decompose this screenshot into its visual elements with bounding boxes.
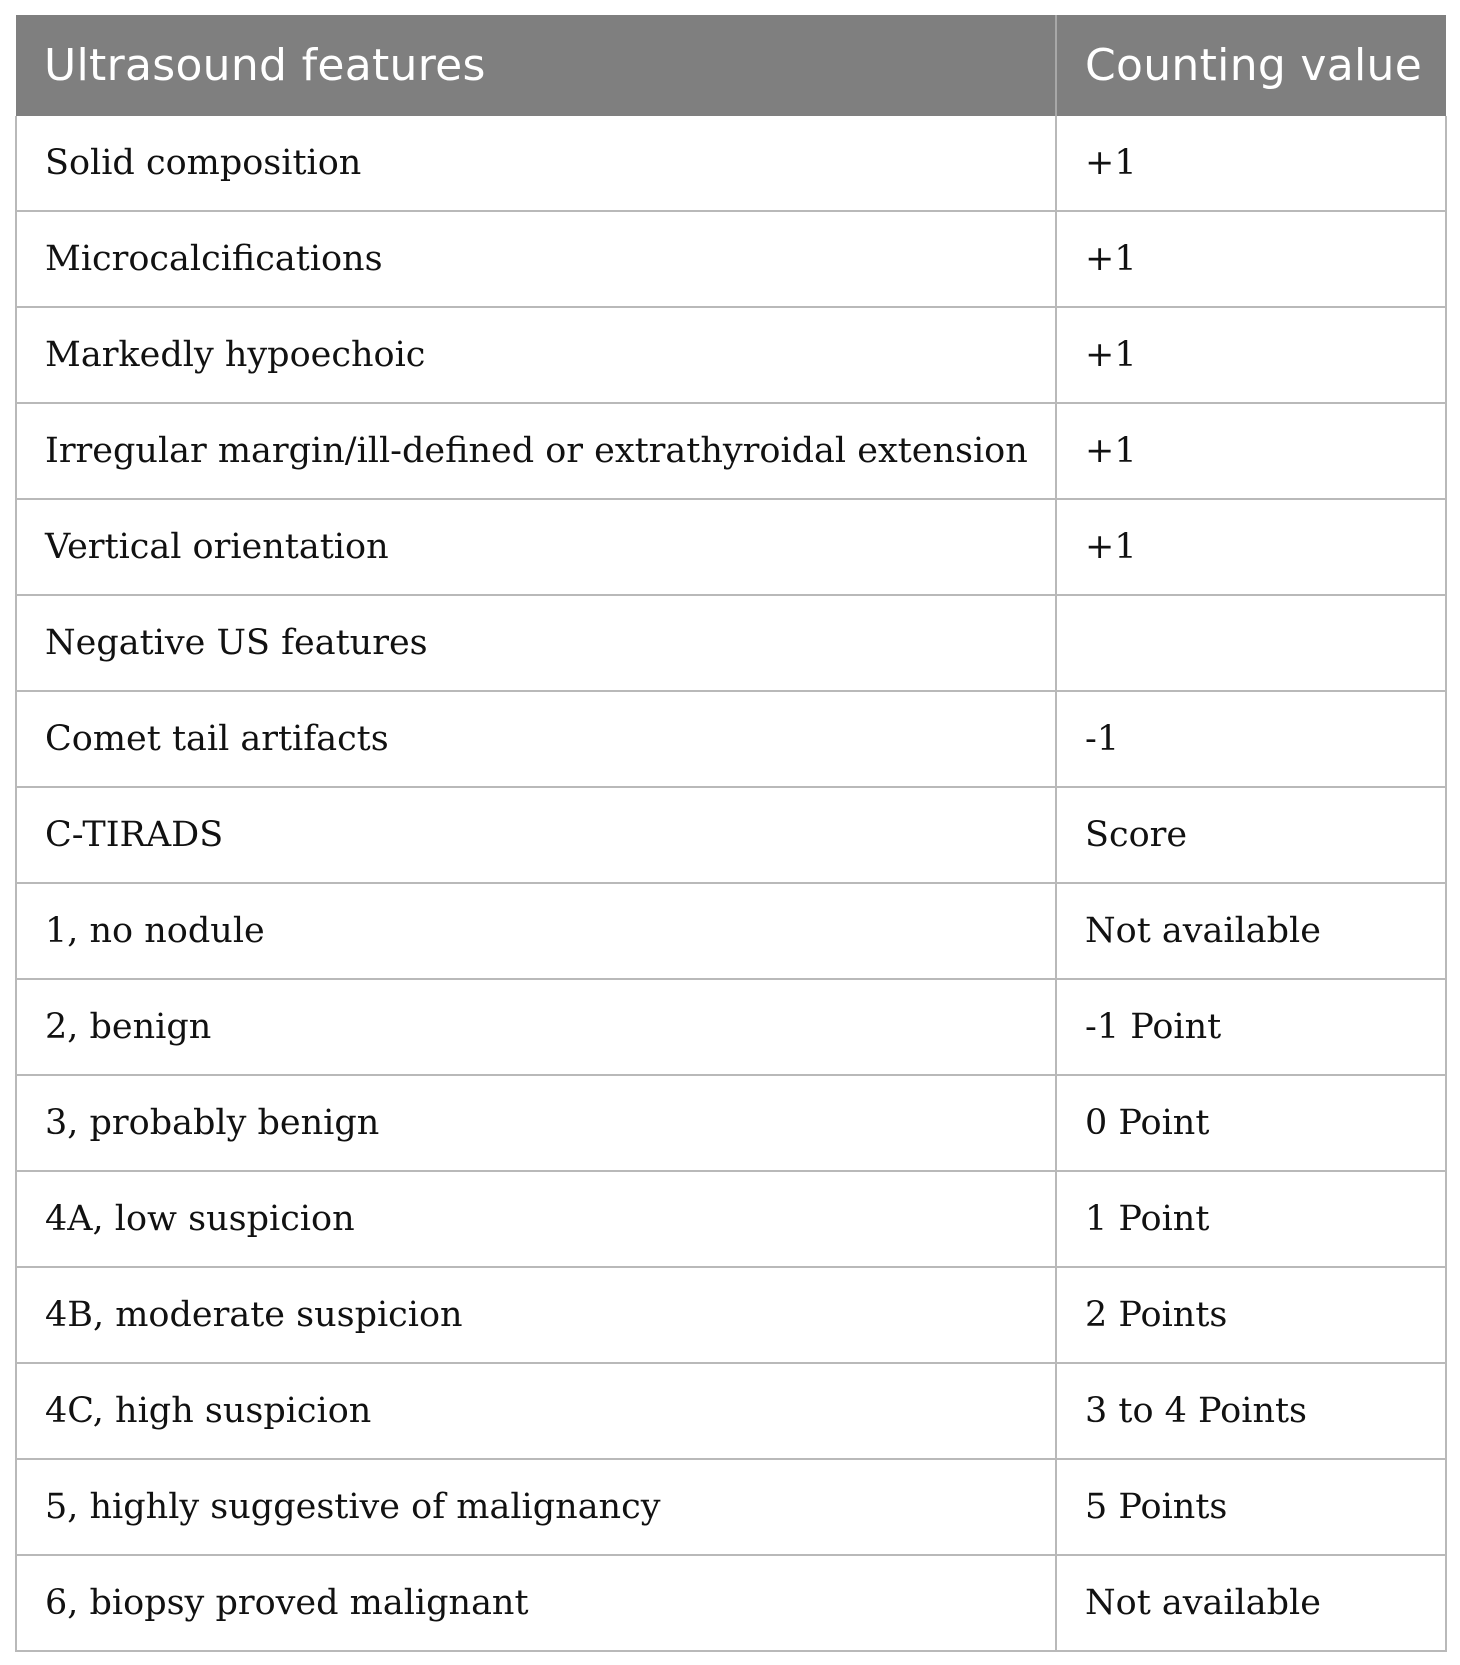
table-row <box>16 1171 1446 1267</box>
feature-cell: Vertical orientation <box>16 499 1056 595</box>
value-cell: -1 <box>1056 691 1446 787</box>
feature-cell: 2, benign <box>16 979 1056 1075</box>
value-cell: Not available <box>1056 1555 1446 1651</box>
value-cell: +1 <box>1056 499 1446 595</box>
value-cell: 0 Point <box>1056 1075 1446 1171</box>
feature-cell: Negative US features <box>16 595 1056 691</box>
value-cell: Score <box>1056 787 1446 883</box>
value-cell: 2 Points <box>1056 1267 1446 1363</box>
feature-cell: 1, no nodule <box>16 883 1056 979</box>
feature-cell: Comet tail artifacts <box>16 691 1056 787</box>
value-cell: +1 <box>1056 211 1446 307</box>
table-row <box>16 1555 1446 1651</box>
table-row <box>16 403 1446 499</box>
table-row <box>16 211 1446 307</box>
value-cell: 5 Points <box>1056 1459 1446 1555</box>
table-row <box>16 116 1446 211</box>
feature-cell: 4A, low suspicion <box>16 1171 1056 1267</box>
table-row <box>16 499 1446 595</box>
value-cell <box>1056 595 1446 691</box>
feature-cell: Microcalcifications <box>16 211 1056 307</box>
table-row <box>16 787 1446 883</box>
feature-cell: Irregular margin/ill-defined or extrathyroidal extension <box>16 403 1056 499</box>
feature-cell: 5, highly suggestive of malignancy <box>16 1459 1056 1555</box>
feature-cell: C-TIRADS <box>16 787 1056 883</box>
ultrasound-scoring-table <box>15 15 1447 1652</box>
value-cell: 1 Point <box>1056 1171 1446 1267</box>
header-counting-value: Counting value <box>1056 15 1446 116</box>
value-cell: -1 Point <box>1056 979 1446 1075</box>
table-row <box>16 979 1446 1075</box>
feature-cell: 3, probably benign <box>16 1075 1056 1171</box>
table-row <box>16 1459 1446 1555</box>
header-ultrasound-features: Ultrasound features <box>16 15 1056 116</box>
table-row <box>16 1267 1446 1363</box>
value-cell: 3 to 4 Points <box>1056 1363 1446 1459</box>
feature-cell: 4C, high suspicion <box>16 1363 1056 1459</box>
table-row <box>16 307 1446 403</box>
value-cell: Not available <box>1056 883 1446 979</box>
table-row <box>16 595 1446 691</box>
value-cell: +1 <box>1056 116 1446 211</box>
scoring-table-container <box>15 15 1445 1652</box>
feature-cell: Markedly hypoechoic <box>16 307 1056 403</box>
value-cell: +1 <box>1056 307 1446 403</box>
table-row <box>16 883 1446 979</box>
table-row <box>16 1075 1446 1171</box>
table-row <box>16 691 1446 787</box>
feature-cell: Solid composition <box>16 116 1056 211</box>
feature-cell: 6, biopsy proved malignant <box>16 1555 1056 1651</box>
value-cell: +1 <box>1056 403 1446 499</box>
feature-cell: 4B, moderate suspicion <box>16 1267 1056 1363</box>
table-row <box>16 1363 1446 1459</box>
table-header-row <box>16 15 1446 116</box>
